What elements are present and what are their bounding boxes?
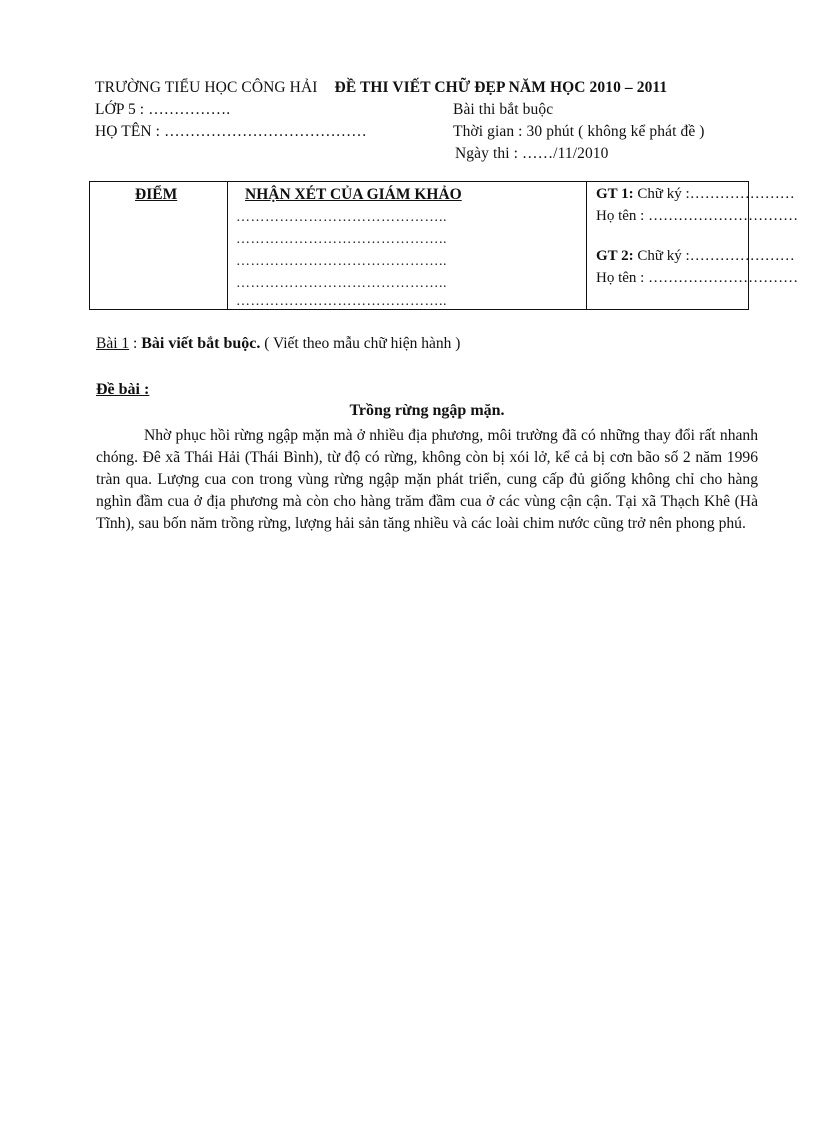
exam-title: ĐỀ THI VIẾT CHỮ ĐẸP NĂM HỌC 2010 – 2011	[334, 79, 668, 96]
task-label: Bài 1	[96, 335, 130, 352]
gt1-label: GT 1:	[596, 186, 634, 202]
score-column	[90, 182, 228, 309]
comment-line[interactable]: ……………………………………..	[236, 254, 447, 269]
exam-duration: Thời gian : 30 phút ( không kể phát đề )	[453, 123, 705, 140]
header-line-1	[95, 79, 667, 97]
examiner-column	[586, 182, 799, 309]
comment-line[interactable]: ……………………………………..	[236, 276, 447, 291]
gt2-name[interactable]: Họ tên : …………………………	[596, 270, 799, 286]
comment-line[interactable]: ……………………………………..	[236, 210, 447, 225]
prompt-label: Đề bài :	[96, 381, 150, 398]
exam-type: Bài thi bắt buộc	[453, 101, 554, 118]
school-name: TRƯỜNG TIỂU HỌC CÔNG HẢI	[95, 79, 318, 96]
comment-line[interactable]: ……………………………………..	[236, 294, 447, 309]
name-line: HỌ TÊN : …………………………………	[95, 123, 367, 140]
gt1-signature[interactable]: GT 1: Chữ ký :…………………	[596, 186, 795, 202]
gt2-signature[interactable]: GT 2: Chữ ký :…………………	[596, 248, 795, 264]
comment-line[interactable]: ……………………………………..	[236, 232, 447, 247]
task-title: Bài viết bắt buộc.	[141, 335, 261, 352]
grade-table	[89, 181, 799, 310]
task-note: ( Viết theo mẫu chữ hiện hành )	[260, 335, 461, 352]
passage-body	[96, 425, 758, 535]
passage-text: Nhờ phục hồi rừng ngập mặn mà ở nhiều địa phương, môi trường đã có những thay đổi rất nhanh chóng. Đê xã Thái Hải (Thái Bình), từ độ có rừng, không còn bị xói lở, kể cả bị cơn bão số 2 năm 1996 tràn qua. Lượng cua con trong vùng rừng ngập mặn phát triển, cung cấp đủ giống không chỉ cho hàng nghìn đầm cua ở địa phương mà còn cho hàng trăm đầm cua ở các vùng cận cận. Tại xã Thạch Khê (Hà Tĩnh), sau bốn năm trồng rừng, lượng hải sản tăng nhiều và các loài chim nước cũng trở nên phong phú.	[96, 427, 758, 532]
score-header: ĐIỂM	[135, 186, 178, 203]
comment-header: NHẬN XÉT CỦA GIÁM KHẢO	[245, 186, 462, 203]
passage-title: Trồng rừng ngập mặn.	[349, 402, 505, 419]
task-line: Bài 1 : Bài viết bắt buộc. ( Viết theo mẫu chữ hiện hành )	[96, 335, 461, 352]
exam-date: Ngày thi : ……/11/2010	[455, 145, 609, 162]
gt2-label: GT 2:	[596, 248, 634, 264]
gt1-name[interactable]: Họ tên : …………………………	[596, 208, 799, 224]
class-line: LỚP 5 : …………….	[95, 101, 231, 118]
comment-column	[227, 182, 587, 309]
